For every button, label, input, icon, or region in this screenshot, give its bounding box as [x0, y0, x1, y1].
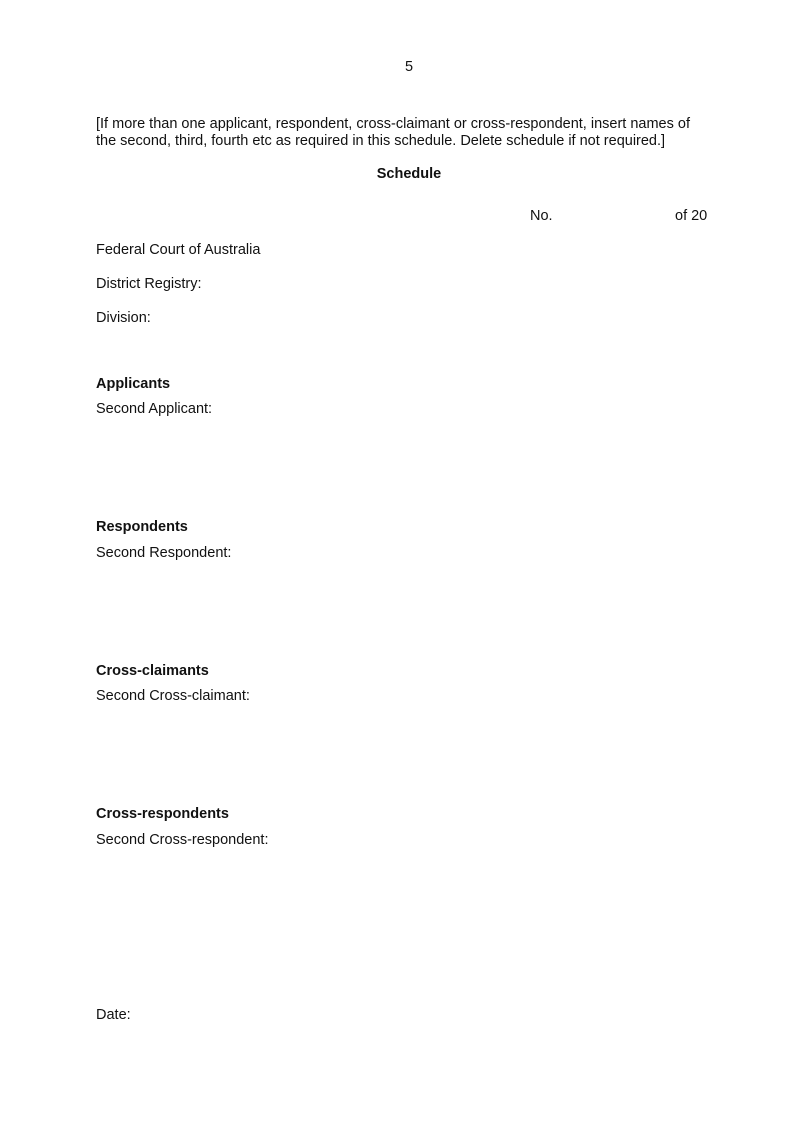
- cross-claimants-heading: Cross-claimants: [96, 663, 209, 679]
- applicants-heading: Applicants: [96, 376, 171, 392]
- page-number: 5: [404, 59, 414, 75]
- schedule-title: Schedule: [376, 166, 442, 182]
- instruction-line-2: the second, third, fourth etc as required in this schedule. Delete schedule if not required.]: [96, 133, 666, 149]
- instruction-note: [96, 116, 736, 150]
- court-name: Federal Court of Australia: [96, 242, 261, 258]
- case-number-label: No.: [530, 208, 553, 224]
- cross-respondents-heading: Cross-respondents: [96, 806, 229, 822]
- respondents-heading: Respondents: [96, 519, 188, 535]
- second-applicant-label: Second Applicant:: [96, 401, 213, 417]
- second-cross-respondent-label: Second Cross-respondent:: [96, 832, 269, 848]
- second-cross-claimant-label: Second Cross-claimant:: [96, 688, 250, 704]
- instruction-line-1: [If more than one applicant, respondent, cross-claimant or cross-respondent, insert names of: [96, 116, 690, 132]
- division-label: Division:: [96, 310, 151, 326]
- second-respondent-label: Second Respondent:: [96, 545, 232, 561]
- date-label: Date:: [96, 1007, 131, 1023]
- district-registry-label: District Registry:: [96, 276, 202, 292]
- case-year-label: of 20: [675, 208, 708, 224]
